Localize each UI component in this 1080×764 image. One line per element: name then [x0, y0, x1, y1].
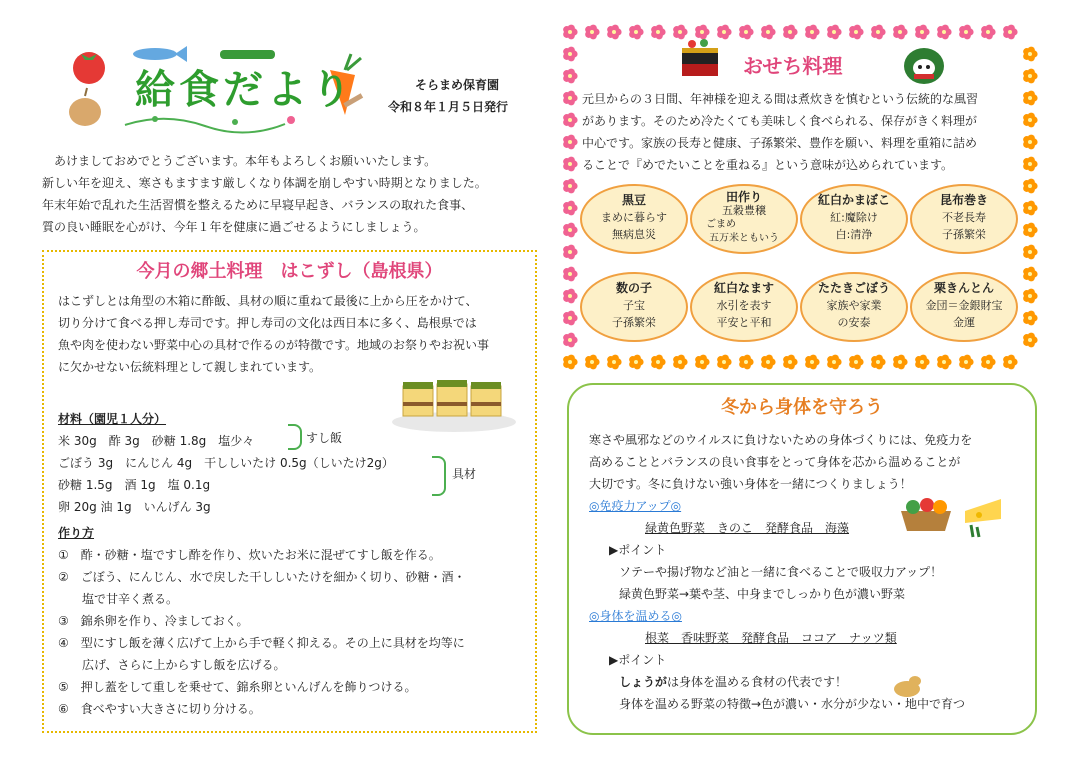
desc-line: 切り分けて食べる押し寿司です。押し寿司の文化は西日本に多く、島根県では [58, 316, 477, 330]
flower-decoration [827, 25, 841, 40]
desc-line: 元旦からの３日間、年神様を迎える間は煮炊きを慎むという伝統的な風習 [582, 92, 979, 106]
flower-decoration [849, 25, 863, 40]
desc-line: 高めることとバランスの良い食事をとって身体を芯から温めることが [589, 455, 961, 469]
osechi-item-kobumaki [910, 184, 1018, 254]
desc-line: 寒さや風邪などのウイルスに負けないための身体づくりには、免疫力を [589, 433, 973, 447]
osechi-item-kuromame [580, 184, 688, 254]
flower-decoration [1023, 91, 1037, 106]
flower-decoration [1003, 25, 1017, 40]
ginger-word: しょうが [619, 675, 668, 689]
flower-decoration [673, 355, 687, 370]
flower-decoration [629, 25, 643, 40]
material-line: 米 30g 酢 3g 砂糖 1.8g 塩少々 [58, 434, 255, 448]
ginger-icon [891, 671, 925, 701]
item-name: 田作り [725, 190, 762, 204]
item-line: 白:清浄 [835, 228, 873, 241]
flower-decoration [1023, 333, 1037, 348]
ingredients-label: 具材 [452, 467, 477, 481]
flower-decoration [563, 157, 577, 172]
flower-decoration [1023, 311, 1037, 326]
sushi-rice-brace [288, 424, 302, 450]
item-line: 五万米ともいう [709, 233, 779, 244]
step-line: ② ごぼう、にんじん、水で戻した干ししいたけを細かく切り、砂糖・酒・ [58, 570, 466, 584]
flower-decoration [1003, 355, 1017, 370]
flower-decoration [563, 245, 577, 260]
step-line: ① 酢・砂糖・塩ですし酢を作り、炊いたお米に混ぜてすし飯を作る。 [58, 548, 441, 562]
item-line: 子孫繁栄 [942, 228, 986, 241]
osechi-item-kamaboko [800, 184, 908, 254]
flower-decoration [695, 355, 709, 370]
flower-decoration [563, 289, 577, 304]
flower-decoration [959, 355, 973, 370]
sushi-rice-label: すし飯 [306, 431, 343, 445]
desc-line: 大切です。冬に負けない強い身体を一緒につくりましょう！ [589, 477, 912, 491]
desc-line: 中心です。家族の長寿と健康、子孫繁栄、豊作を願い、料理を重箱に詰め [582, 136, 978, 150]
flower-decoration [1023, 201, 1037, 216]
desc-line: はこずしとは角型の木箱に酢飯、具材の順に重ねて最後に上から圧をかけて、 [58, 294, 478, 308]
immune-point: 緑黄色野菜→葉や茎、中身までしっかり色が濃い野菜 [619, 587, 906, 601]
flower-decoration [981, 25, 995, 40]
greeting-line: あけましておめでとうございます。本年もよろしくお願いいたします。 [54, 154, 437, 168]
immune-foods: 緑黄色野菜 きのこ 発酵食品 海藻 [645, 521, 850, 535]
warm-heading: ◎身体を温める◎ [589, 609, 682, 623]
flower-decoration [871, 25, 885, 40]
flower-decoration [563, 267, 577, 282]
flower-decoration [849, 355, 863, 370]
flower-decoration [871, 355, 885, 370]
flower-decoration [1023, 135, 1037, 150]
flower-decoration [563, 311, 577, 326]
flower-decoration [1023, 223, 1037, 238]
item-line: 金運 [953, 316, 975, 329]
osechi-description [582, 88, 978, 176]
flower-decoration [1023, 113, 1037, 128]
cheese-icon [961, 491, 1005, 539]
desc-line: があります。そのため冷たくても美味しく食べられる、保存がきく料理が [582, 114, 978, 128]
flower-decoration [1023, 245, 1037, 260]
flower-decoration [563, 201, 577, 216]
desc-line: ることで『めでたいことを重ねる』という意味が込められています。 [582, 158, 954, 172]
flower-decoration [739, 25, 753, 40]
osechi-item-tatakigobo [800, 272, 908, 342]
flower-decoration [585, 25, 599, 40]
greeting-line: 年末年始で乱れた生活習慣を整えるために早寝早起き、バランスの取れた食事、 [42, 198, 474, 212]
item-name: 数の子 [615, 281, 652, 295]
steps-heading: 作り方 [58, 526, 95, 540]
local-dish-section [42, 250, 537, 733]
flower-decoration [563, 47, 577, 62]
item-line: 家族や家業 [826, 299, 882, 312]
flower-decoration [563, 91, 577, 106]
steps-list [58, 544, 465, 720]
flower-decoration [1023, 179, 1037, 194]
flower-decoration [1023, 267, 1037, 282]
step-line: ⑥ 食べやすい大きさに切り分ける。 [58, 702, 261, 716]
flower-decoration [1023, 289, 1037, 304]
immune-heading: ◎免疫力アップ◎ [589, 499, 682, 513]
flower-decoration [1023, 69, 1037, 84]
flower-decoration [717, 355, 731, 370]
osechi-item-kazunoko [580, 272, 688, 342]
tomato-icon [73, 52, 105, 84]
greeting-line: 質の良い睡眠を心がけ、今年１年を健康に過ごせるようにしましょう。 [42, 220, 426, 234]
greeting-line: 新しい年を迎え、寒さもますます厳しくなり体調を崩しやすい時期となりました。 [42, 176, 487, 190]
flower-decoration [607, 355, 621, 370]
daruma-icon [900, 38, 948, 86]
flower-decoration [1023, 47, 1037, 62]
warm-point-rest: は身体を温める食材の代表です！ [667, 675, 848, 689]
flower-decoration [563, 179, 577, 194]
flower-decoration [585, 355, 599, 370]
step-line: ④ 型にすし飯を薄く広げて上から手で軽く抑える。その上に具材を均等に [58, 636, 465, 650]
flower-decoration [629, 355, 643, 370]
hakozushi-image [389, 364, 519, 434]
osechi-item-kurikinton [910, 272, 1018, 342]
material-line: 砂糖 1.5g 酒 1g 塩 0.1g [58, 478, 211, 492]
flower-decoration [563, 223, 577, 238]
flower-decoration [563, 355, 577, 370]
school-name: そらまめ保育園 [415, 78, 500, 92]
item-name: 栗きんとん [933, 281, 994, 295]
vegetable-basket-icon [897, 493, 955, 533]
osechi-title: おせち料理 [743, 54, 843, 78]
materials-list [58, 430, 394, 518]
item-name: 紅白かまぼこ [817, 193, 890, 207]
flower-decoration [981, 355, 995, 370]
item-line: 子孫繁栄 [612, 316, 656, 329]
flower-decoration [959, 25, 973, 40]
flower-decoration [739, 355, 753, 370]
item-name: 黒豆 [621, 193, 646, 207]
item-line: 金団＝金銀財宝 [925, 299, 1003, 312]
item-name: 紅白なます [713, 281, 774, 295]
flower-decoration [761, 355, 775, 370]
winter-title: 冬から身体を守ろう [721, 397, 883, 418]
flower-decoration [651, 25, 665, 40]
point-label: ▶ポイント [609, 543, 667, 557]
item-line: まめに暮らす [601, 211, 667, 224]
item-line: の安泰 [837, 316, 871, 329]
newsletter-title: 給食だより [135, 67, 355, 113]
desc-line: 魚や肉を使わない野菜中心の具材で作るのが特徴です。地域のお祭りやお祝い事 [58, 338, 490, 352]
greeting-text [42, 150, 542, 238]
onion-icon [69, 88, 101, 126]
item-line: 五穀豊穣 [722, 204, 766, 217]
flower-decoration [805, 25, 819, 40]
jubako-icon [678, 36, 722, 80]
flower-decoration [915, 355, 929, 370]
item-line: 紅:魔除け [830, 211, 878, 224]
flower-decoration [1023, 157, 1037, 172]
winter-health-section [567, 383, 1037, 735]
osechi-item-tazukuri [690, 184, 798, 254]
flower-decoration [563, 113, 577, 128]
step-line: ③ 錦糸卵を作り、冷ましておく。 [58, 614, 249, 628]
local-dish-title: 今月の郷土料理 はこずし（島根県） [136, 261, 443, 282]
step-line: 広げ、さらに上からすし飯を広げる。 [58, 658, 286, 672]
item-line: 不老長寿 [942, 211, 986, 224]
warm-foods: 根菜 香味野菜 発酵食品 ココア ナッツ類 [645, 631, 897, 645]
material-line: 卵 20g 油 1g いんげん 3g [58, 500, 211, 514]
flower-decoration [651, 355, 665, 370]
flower-decoration [893, 355, 907, 370]
materials-heading: 材料（園児１人分） [58, 412, 167, 426]
vine-decoration [125, 116, 295, 133]
flower-decoration [783, 355, 797, 370]
osechi-item-namasu [690, 272, 798, 342]
flower-decoration [563, 333, 577, 348]
step-line: 塩で甘辛く煮る。 [58, 592, 179, 606]
osechi-section [560, 22, 1040, 372]
point-label: ▶ポイント [609, 653, 667, 667]
flower-decoration [563, 135, 577, 150]
immune-point: ソテーや揚げ物など油と一緒に食べることで吸収力アップ！ [619, 565, 943, 579]
desc-line: に欠かせない伝統料理として親しまれています。 [58, 360, 322, 374]
flower-decoration [563, 25, 577, 40]
flower-decoration [937, 355, 951, 370]
item-line: 水引を表す [716, 299, 772, 312]
flower-decoration [761, 25, 775, 40]
item-name: 昆布巻き [939, 193, 988, 207]
item-line: 平安と平和 [716, 316, 772, 329]
flower-decoration [563, 69, 577, 84]
flower-decoration [607, 25, 621, 40]
issue-date: 令和８年１月５日発行 [388, 100, 509, 114]
item-line: 無病息災 [612, 228, 656, 241]
step-line: ⑤ 押し蓋をして重しを乗せて、錦糸卵といんげんを飾りつける。 [58, 680, 417, 694]
material-line: ごぼう 3g にんじん 4g 干ししいたけ 0.5g（しいたけ2g） [58, 456, 394, 470]
flower-decoration [783, 25, 797, 40]
item-name: たたきごぼう [817, 281, 890, 295]
ingredients-brace [432, 456, 446, 496]
item-line: 子宝 [623, 299, 645, 312]
flower-decoration [827, 355, 841, 370]
flower-decoration [805, 355, 819, 370]
item-line: ごまめ [706, 219, 736, 230]
warm-point: 身体を温める野菜の特徴→色が濃い・水分が少ない・地中で育つ [619, 697, 966, 711]
